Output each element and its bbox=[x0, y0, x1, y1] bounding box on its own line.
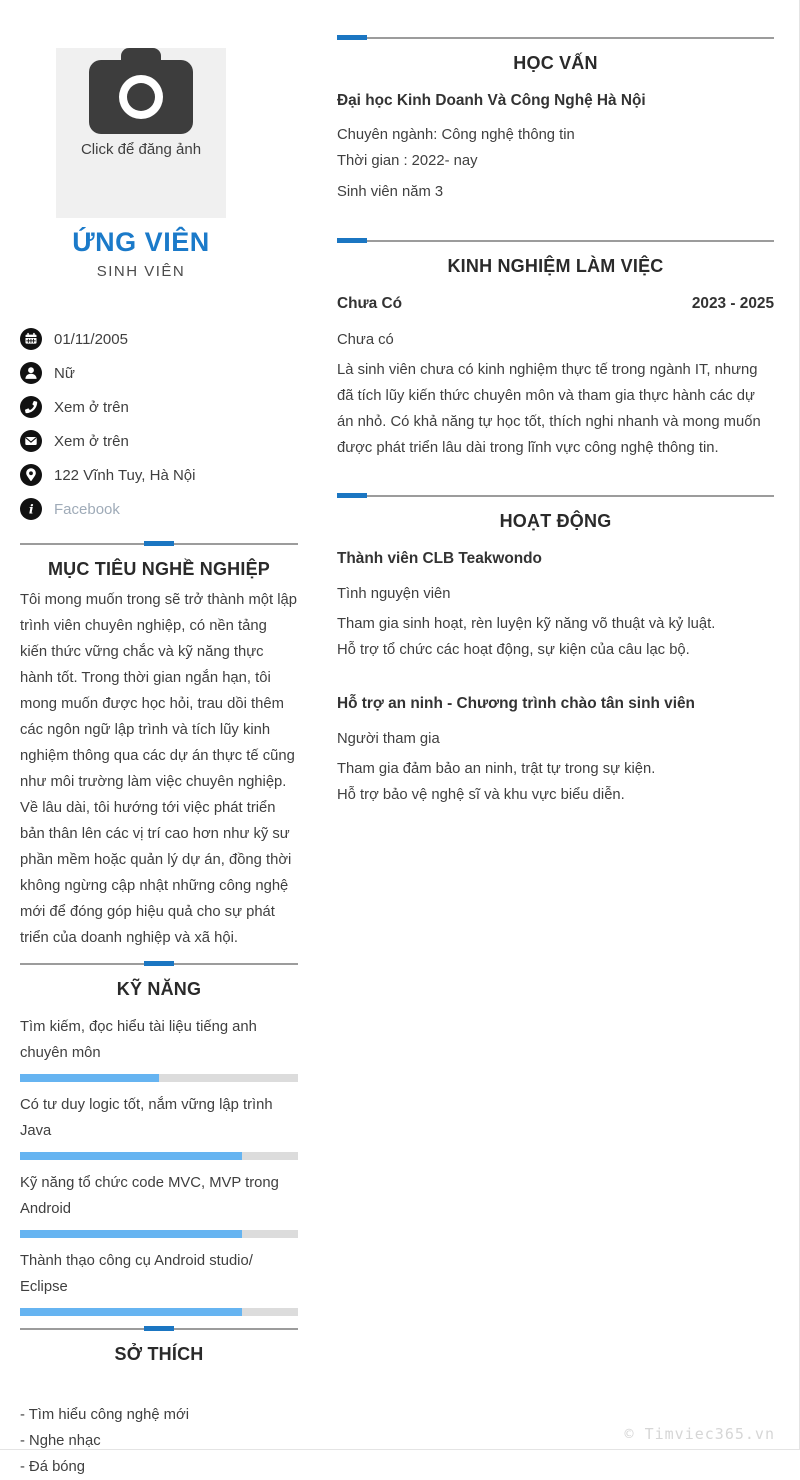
skills-list bbox=[20, 1014, 298, 1316]
section-divider bbox=[337, 238, 774, 243]
objective-text: Tôi mong muốn trong sẽ trở thành một lập trình viên chuyên nghiệp, có nền tảng kiến thức vững chắc và kỹ năng thực hành tốt. Trong thời gian ngắn hạn, tôi mong muốn được học hỏi, trau dồi thêm các ngôn ngữ lập trình và tích lũy kinh nghiệm thông qua các dự án thực tế cũng như môi trường làm việc chuyên nghiệp. Về lâu dài, tôi hướng tới việc phát triển bản thân lên các vị trí cao hơn như kỹ sư phần mềm hoặc quản lý dự án, đồng thời không ngừng cập nhật những công nghệ mới để đóng góp hiệu quả cho sự phát triển của doanh nghiệp và xã hội. bbox=[20, 592, 298, 946]
experience-description: Là sinh viên chưa có kinh nghiệm thực tế trong ngành IT, nhưng đã tích lũy kiến thức chuyên môn và tham gia thực hành các dự án nhỏ. Có khả năng tự học tốt, thích nghi nhanh và mong muốn được phát triển lâu dài trong lĩnh vực công nghệ thông tin. bbox=[337, 362, 761, 456]
education-details bbox=[337, 122, 774, 174]
address-value: 122 Vĩnh Tuy, Hà Nội bbox=[54, 466, 196, 484]
skill-bar-fill bbox=[20, 1230, 242, 1238]
calendar-icon bbox=[20, 328, 42, 350]
right-column bbox=[330, 0, 799, 1449]
photo-block bbox=[56, 48, 226, 282]
phone-icon bbox=[20, 396, 42, 418]
experience-company: Chưa Có bbox=[337, 295, 403, 312]
activity-role: Người tham gia bbox=[337, 731, 440, 747]
activity-item bbox=[337, 548, 774, 663]
info-icon bbox=[20, 498, 42, 520]
education-section bbox=[337, 35, 774, 205]
education-school: Đại học Kinh Doanh Và Công Nghệ Hà Nội bbox=[337, 92, 646, 109]
email-value: Xem ở trên bbox=[54, 432, 129, 450]
email-icon bbox=[20, 430, 42, 452]
activity-desc-line: Tham gia đảm bảo an ninh, trật tự trong sự kiện. bbox=[337, 761, 656, 777]
gender-value: Nữ bbox=[54, 364, 75, 382]
photo-upload-button[interactable] bbox=[56, 48, 226, 218]
section-divider bbox=[337, 35, 774, 40]
activity-description bbox=[337, 611, 774, 663]
section-divider bbox=[20, 1326, 298, 1331]
experience-section-title: KINH NGHIỆM LÀM VIỆC bbox=[447, 256, 664, 276]
camera-icon bbox=[89, 48, 193, 134]
skill-item bbox=[20, 1170, 298, 1238]
activities-section bbox=[337, 493, 774, 808]
activity-name: Hỗ trợ an ninh - Chương trình chào tân sinh viên bbox=[337, 695, 695, 712]
activity-role: Tình nguyện viên bbox=[337, 586, 451, 602]
skill-label: Tìm kiếm, đọc hiểu tài liệu tiếng anh chuyên môn bbox=[20, 1019, 257, 1061]
skill-bar-fill bbox=[20, 1152, 242, 1160]
phone-value: Xem ở trên bbox=[54, 398, 129, 416]
activity-name: Thành viên CLB Teakwondo bbox=[337, 550, 542, 567]
facebook-link[interactable]: Facebook bbox=[54, 500, 120, 518]
birthday-value: 01/11/2005 bbox=[54, 330, 128, 348]
objective-section-title: MỤC TIÊU NGHỀ NGHIỆP bbox=[47, 559, 270, 579]
photo-upload-label: Click để đăng ảnh bbox=[80, 141, 202, 158]
section-divider bbox=[337, 493, 774, 498]
activity-desc-line: Hỗ trợ tổ chức các hoạt động, sự kiện của câu lạc bộ. bbox=[337, 642, 690, 658]
candidate-title: SINH VIÊN bbox=[96, 263, 186, 280]
location-icon bbox=[20, 464, 42, 486]
section-divider bbox=[20, 541, 298, 546]
experience-role: Chưa có bbox=[337, 332, 394, 348]
contact-row-birthday bbox=[20, 328, 298, 350]
skill-label: Kỹ năng tổ chức code MVC, MVP trong Android bbox=[20, 1175, 279, 1217]
education-extra: Sinh viên năm 3 bbox=[337, 184, 444, 200]
watermark: © Timviec365.vn bbox=[624, 1425, 775, 1443]
activities-section-title: HOẠT ĐỘNG bbox=[499, 511, 612, 531]
hobby-item: - Nghe nhạc bbox=[20, 1433, 101, 1449]
skill-bar-fill bbox=[20, 1074, 159, 1082]
contact-row-facebook bbox=[20, 498, 298, 520]
skills-section-title: KỸ NĂNG bbox=[116, 979, 202, 999]
skill-bar bbox=[20, 1308, 298, 1316]
left-column bbox=[0, 0, 330, 1475]
skill-bar bbox=[20, 1230, 298, 1238]
candidate-name: ỨNG VIÊN bbox=[72, 227, 210, 257]
skill-bar bbox=[20, 1152, 298, 1160]
skill-label: Thành thạo công cụ Android studio/ Eclipse bbox=[20, 1253, 253, 1295]
skill-bar bbox=[20, 1074, 298, 1082]
hobby-item: - Đá bóng bbox=[20, 1459, 85, 1475]
contact-row-email bbox=[20, 430, 298, 452]
contact-row-address bbox=[20, 464, 298, 486]
experience-period: 2023 - 2025 bbox=[691, 295, 774, 312]
education-major: Chuyên ngành: Công nghệ thông tin bbox=[337, 127, 575, 143]
hobbies-section-title: SỞ THÍCH bbox=[114, 1344, 204, 1364]
experience-header bbox=[337, 293, 774, 315]
education-section-title: HỌC VẤN bbox=[513, 53, 598, 73]
skill-item bbox=[20, 1014, 298, 1082]
skill-item bbox=[20, 1092, 298, 1160]
activity-item bbox=[337, 693, 774, 808]
activity-desc-line: Tham gia sinh hoạt, rèn luyện kỹ năng võ thuật và kỷ luật. bbox=[337, 616, 716, 632]
activity-desc-line: Hỗ trợ bảo vệ nghệ sĩ và khu vực biểu diễn. bbox=[337, 787, 625, 803]
svg-text:i: i bbox=[28, 501, 34, 517]
contact-row-phone bbox=[20, 396, 298, 418]
skill-label: Có tư duy logic tốt, nắm vững lập trình Java bbox=[20, 1097, 273, 1139]
activity-description bbox=[337, 756, 774, 808]
hobbies-list bbox=[20, 1402, 298, 1480]
section-divider bbox=[20, 961, 298, 966]
skill-bar-fill bbox=[20, 1308, 242, 1316]
contact-list bbox=[20, 328, 298, 520]
person-icon bbox=[20, 362, 42, 384]
skill-item bbox=[20, 1248, 298, 1316]
contact-row-gender bbox=[20, 362, 298, 384]
hobby-item: - Tìm hiểu công nghệ mới bbox=[20, 1407, 189, 1423]
education-time: Thời gian : 2022- nay bbox=[337, 153, 478, 169]
experience-section bbox=[337, 238, 774, 461]
